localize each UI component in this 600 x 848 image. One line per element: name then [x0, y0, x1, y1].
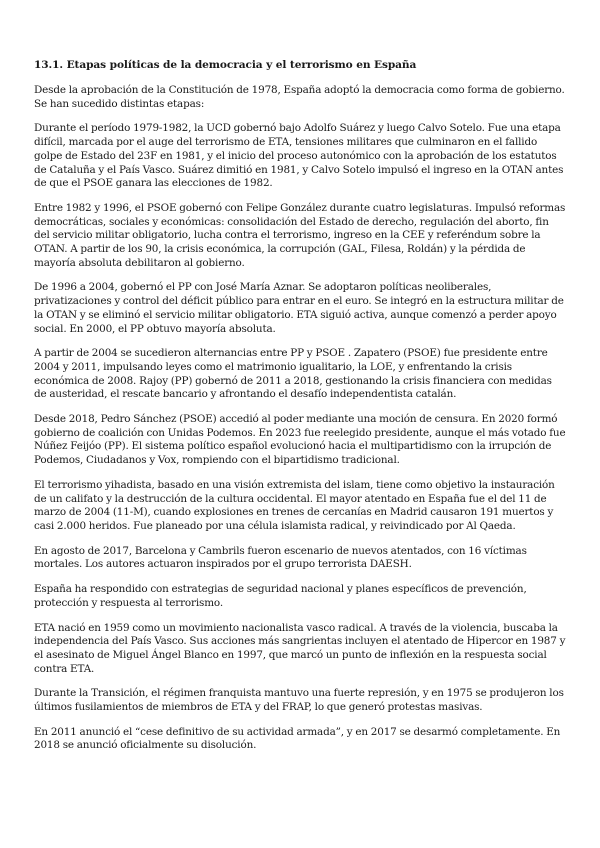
paragraph-transicion: Durante la Transición, el régimen franquista mantuvo una fuerte represión, y en 1975 se produjeron los últimos fusilamientos de miembros de ETA y del FRAP, lo que generó protestas masivas.: [34, 687, 564, 714]
paragraph-respuesta: España ha respondido con estrategias de seguridad nacional y planes específicos de prevención, protección y respuesta al terrorismo.: [34, 583, 527, 609]
paragraph-disolucion: En 2011 anunció el “cese definitivo de su actividad armada”, y en 2017 se desarmó completamente. En 2018 se anunció oficialmente su disolución.: [34, 725, 561, 752]
paragraph-barcelona: En agosto de 2017, Barcelona y Cambrils fueron escenario de nuevos atentados, con 16 víctimas mortales. Los autores actuaron inspirados por el grupo terrorista DAESH.: [34, 544, 527, 571]
paragraph-intro: Desde la aprobación de la Constitución de 1978, España adoptó la democracia como forma de gobierno. Se han sucedido distintas etapas:: [34, 84, 565, 110]
paragraph-psoe-gonzalez: Entre 1982 y 1996, el PSOE gobernó con Felipe González durante cuatro legislaturas. Impulsó reformas democráticas, sociales y económicas: consolidación del Estado de derecho, regulación del aborto, fin del servicio militar obligatorio, lucha contra el terrorismo, ingreso en la CEE y referéndum sobre la OTAN. A partir de los 90, la crisis económica, la corrupción (GAL, Filesa, Roldán) y la pérdida de mayoría absoluta debilitaron al gobierno.: [34, 201, 566, 269]
paragraph-ucd: Durante el período 1979-1982, la UCD gobernó bajo Adolfo Suárez y luego Calvo Sotelo. Fue una etapa difícil, marcada por el auge del terrorismo de ETA, tensiones militares que culminaron en el fallido golpe de Estado del 23F en 1981, y el inicio del proceso autonómico con la aprobación de los estatutos de Cataluña y el País Vasco. Suárez dimitió en 1981, y Calvo Sotelo impulsó el ingreso en la OTAN antes de que el PSOE ganara las elecciones de 1982.: [34, 122, 564, 190]
document-page: [34, 58, 566, 764]
paragraph-alternancias: A partir de 2004 se sucedieron alternancias entre PP y PSOE . Zapatero (PSOE) fue presidente entre 2004 y 2011, impulsando leyes como el matrimonio igualitario, la LOE, y enfrentando la crisis económica de 2008. Rajoy (PP) gobernó de 2011 a 2018, gestionando la crisis financiera con medidas de austeridad, el rescate bancario y afrontando el desafío independentista catalán.: [34, 347, 552, 401]
section-heading: 13.1. Etapas políticas de la democracia y el terrorismo en España: [34, 59, 417, 71]
paragraph-sanchez: Desde 2018, Pedro Sánchez (PSOE) accedió al poder mediante una moción de censura. En 2020 formó gobierno de coalición con Unidas Podemos. En 2023 fue reelegido presidente, aunque el más votado fue Núñez Feijóo (PP). El sistema político español evolucionó hacia el multipartidismo con la irrupción de Podemos, Ciudadanos y Vox, rompiendo con el bipartidismo tradicional.: [34, 413, 566, 467]
paragraph-pp-aznar: De 1996 a 2004, gobernó el PP con José María Aznar. Se adoptaron políticas neoliberales, privatizaciones y control del déficit público para entrar en el euro. Se integró en la estructura militar de la OTAN y se eliminó el servicio militar obligatorio. ETA siguió activa, aunque comenzó a perder apoyo social. En 2000, el PP obtuvo mayoría absoluta.: [34, 281, 564, 335]
paragraph-yihadismo: El terrorismo yihadista, basado en una visión extremista del islam, tiene como objetivo la instauración de un califato y la destrucción de la cultura occidental. El mayor atentado en España fue el del 11 de marzo de 2004 (11-M), cuando explosiones en trenes de cercanías en Madrid causaron 191 muertos y casi 2.000 heridos. Fue planeado por una célula islamista radical, y reivindicado por Al Qaeda.: [34, 478, 555, 532]
paragraph-eta-origen: ETA nació en 1959 como un movimiento nacionalista vasco radical. A través de la violencia, buscaba la independencia del País Vasco. Sus acciones más sangrientas incluyen el atentado de Hipercor en 1987 y el asesinato de Miguel Ángel Blanco en 1997, que marcó un punto de inflexión en la respuesta social contra ETA.: [34, 621, 566, 675]
